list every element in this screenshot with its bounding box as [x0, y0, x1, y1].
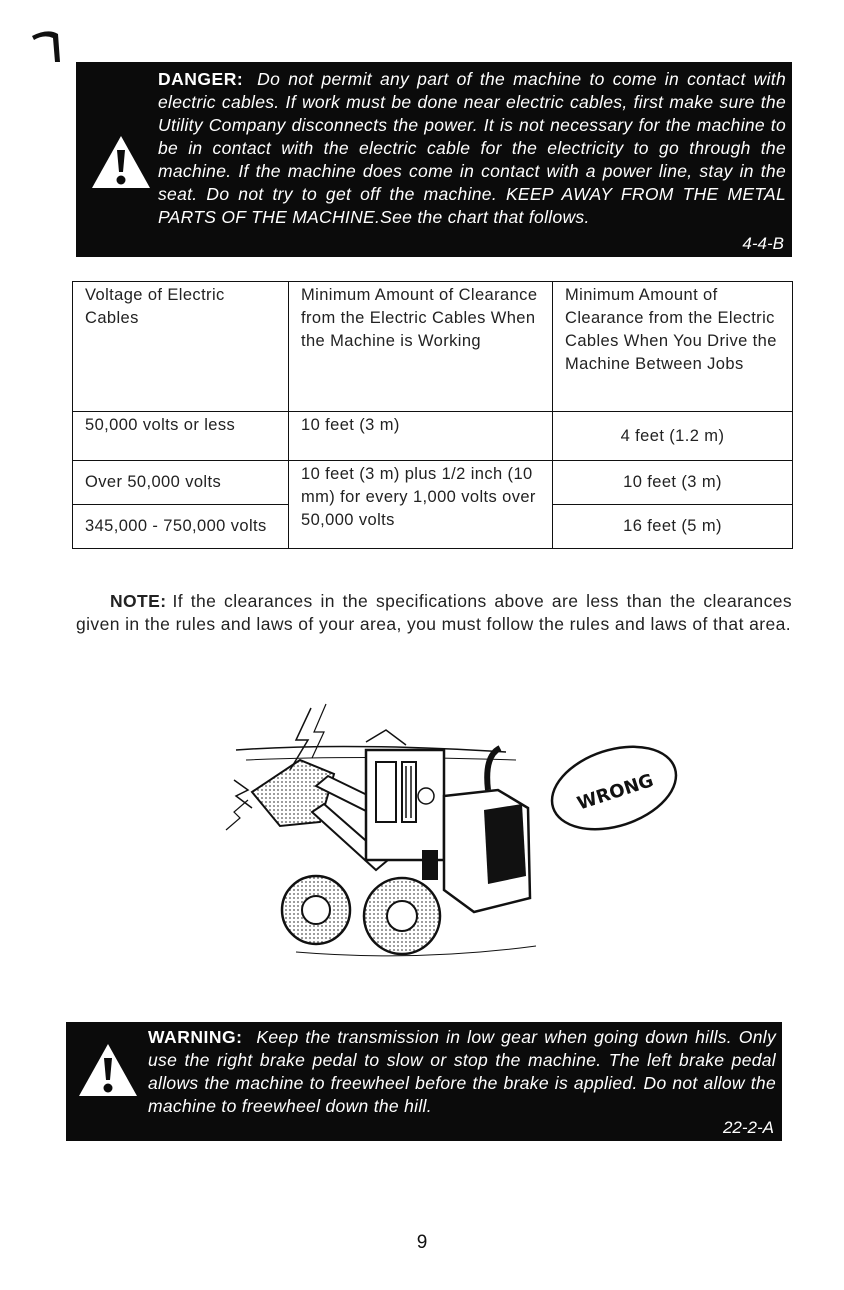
warning-label: WARNING: [148, 1027, 243, 1047]
header-working-clearance: Minimum Amount of Clearance from the Electric Cables When the Machine is Working [289, 282, 553, 412]
loader-power-line-illustration [216, 700, 696, 980]
wrong-badge-text: WRONG [574, 770, 657, 815]
danger-text [158, 68, 786, 229]
cell-driving-clearance: 4 feet (1.2 m) [553, 412, 793, 461]
danger-label: DANGER: [158, 69, 244, 89]
note-paragraph [76, 590, 792, 636]
header-driving-clearance: Minimum Amount of Clearance from the Electric Cables When You Drive the Machine Between Jobs [553, 282, 793, 412]
warning-triangle-icon [90, 134, 152, 190]
page-number: 9 [416, 1232, 428, 1253]
warning-triangle-icon [76, 1042, 140, 1098]
note-body: If the clearances in the specifications above are less than the clearances given in the rules and laws of your area, you must follow the rules and laws of that area. [76, 591, 792, 634]
header-voltage: Voltage of Electric Cables [73, 282, 289, 412]
warning-body: Keep the transmission in low gear when going down hills. Only use the right brake pedal to slow or stop the machine. The left brake pedal allows the machine to freewheel before the brake is applied. Do not allow the machine to freewheel down the hill. [148, 1027, 776, 1116]
wrong-badge [541, 732, 686, 844]
cell-driving-clearance: 16 feet (5 m) [553, 505, 793, 549]
corner-crop-mark [30, 28, 70, 62]
cell-voltage: 50,000 volts or less [73, 412, 289, 461]
danger-body: Do not permit any part of the machine to come in contact with electric cables. If work must be done near electric cables, first make sure the Utility Company disconnects the power. It is not necessary for the machine to be in contact with the electric cable for the electricity to go through the machine. If the machine does come in contact with a power line, stay in the seat. Do not try to get off the machine. KEEP AWAY FROM THE METAL PARTS OF THE MACHINE.See the chart that follows. [158, 69, 786, 227]
danger-code: 4-4-B [742, 234, 784, 253]
clearance-table [72, 281, 793, 549]
cell-working-clearance: 10 feet (3 m) [289, 412, 553, 461]
table-row [73, 412, 793, 461]
table-row [73, 461, 793, 505]
table-header-row [73, 282, 793, 412]
danger-notice [76, 62, 792, 257]
warning-notice [66, 1022, 782, 1141]
note-label: NOTE: [110, 591, 167, 611]
cell-voltage: Over 50,000 volts [73, 461, 289, 505]
warning-text [148, 1026, 776, 1118]
cell-voltage: 345,000 - 750,000 volts [73, 505, 289, 549]
warning-code: 22-2-A [722, 1118, 774, 1137]
cell-driving-clearance: 10 feet (3 m) [553, 461, 793, 505]
cell-working-clearance: 10 feet (3 m) plus 1/2 inch (10 mm) for every 1,000 volts over 50,000 volts [289, 461, 553, 549]
